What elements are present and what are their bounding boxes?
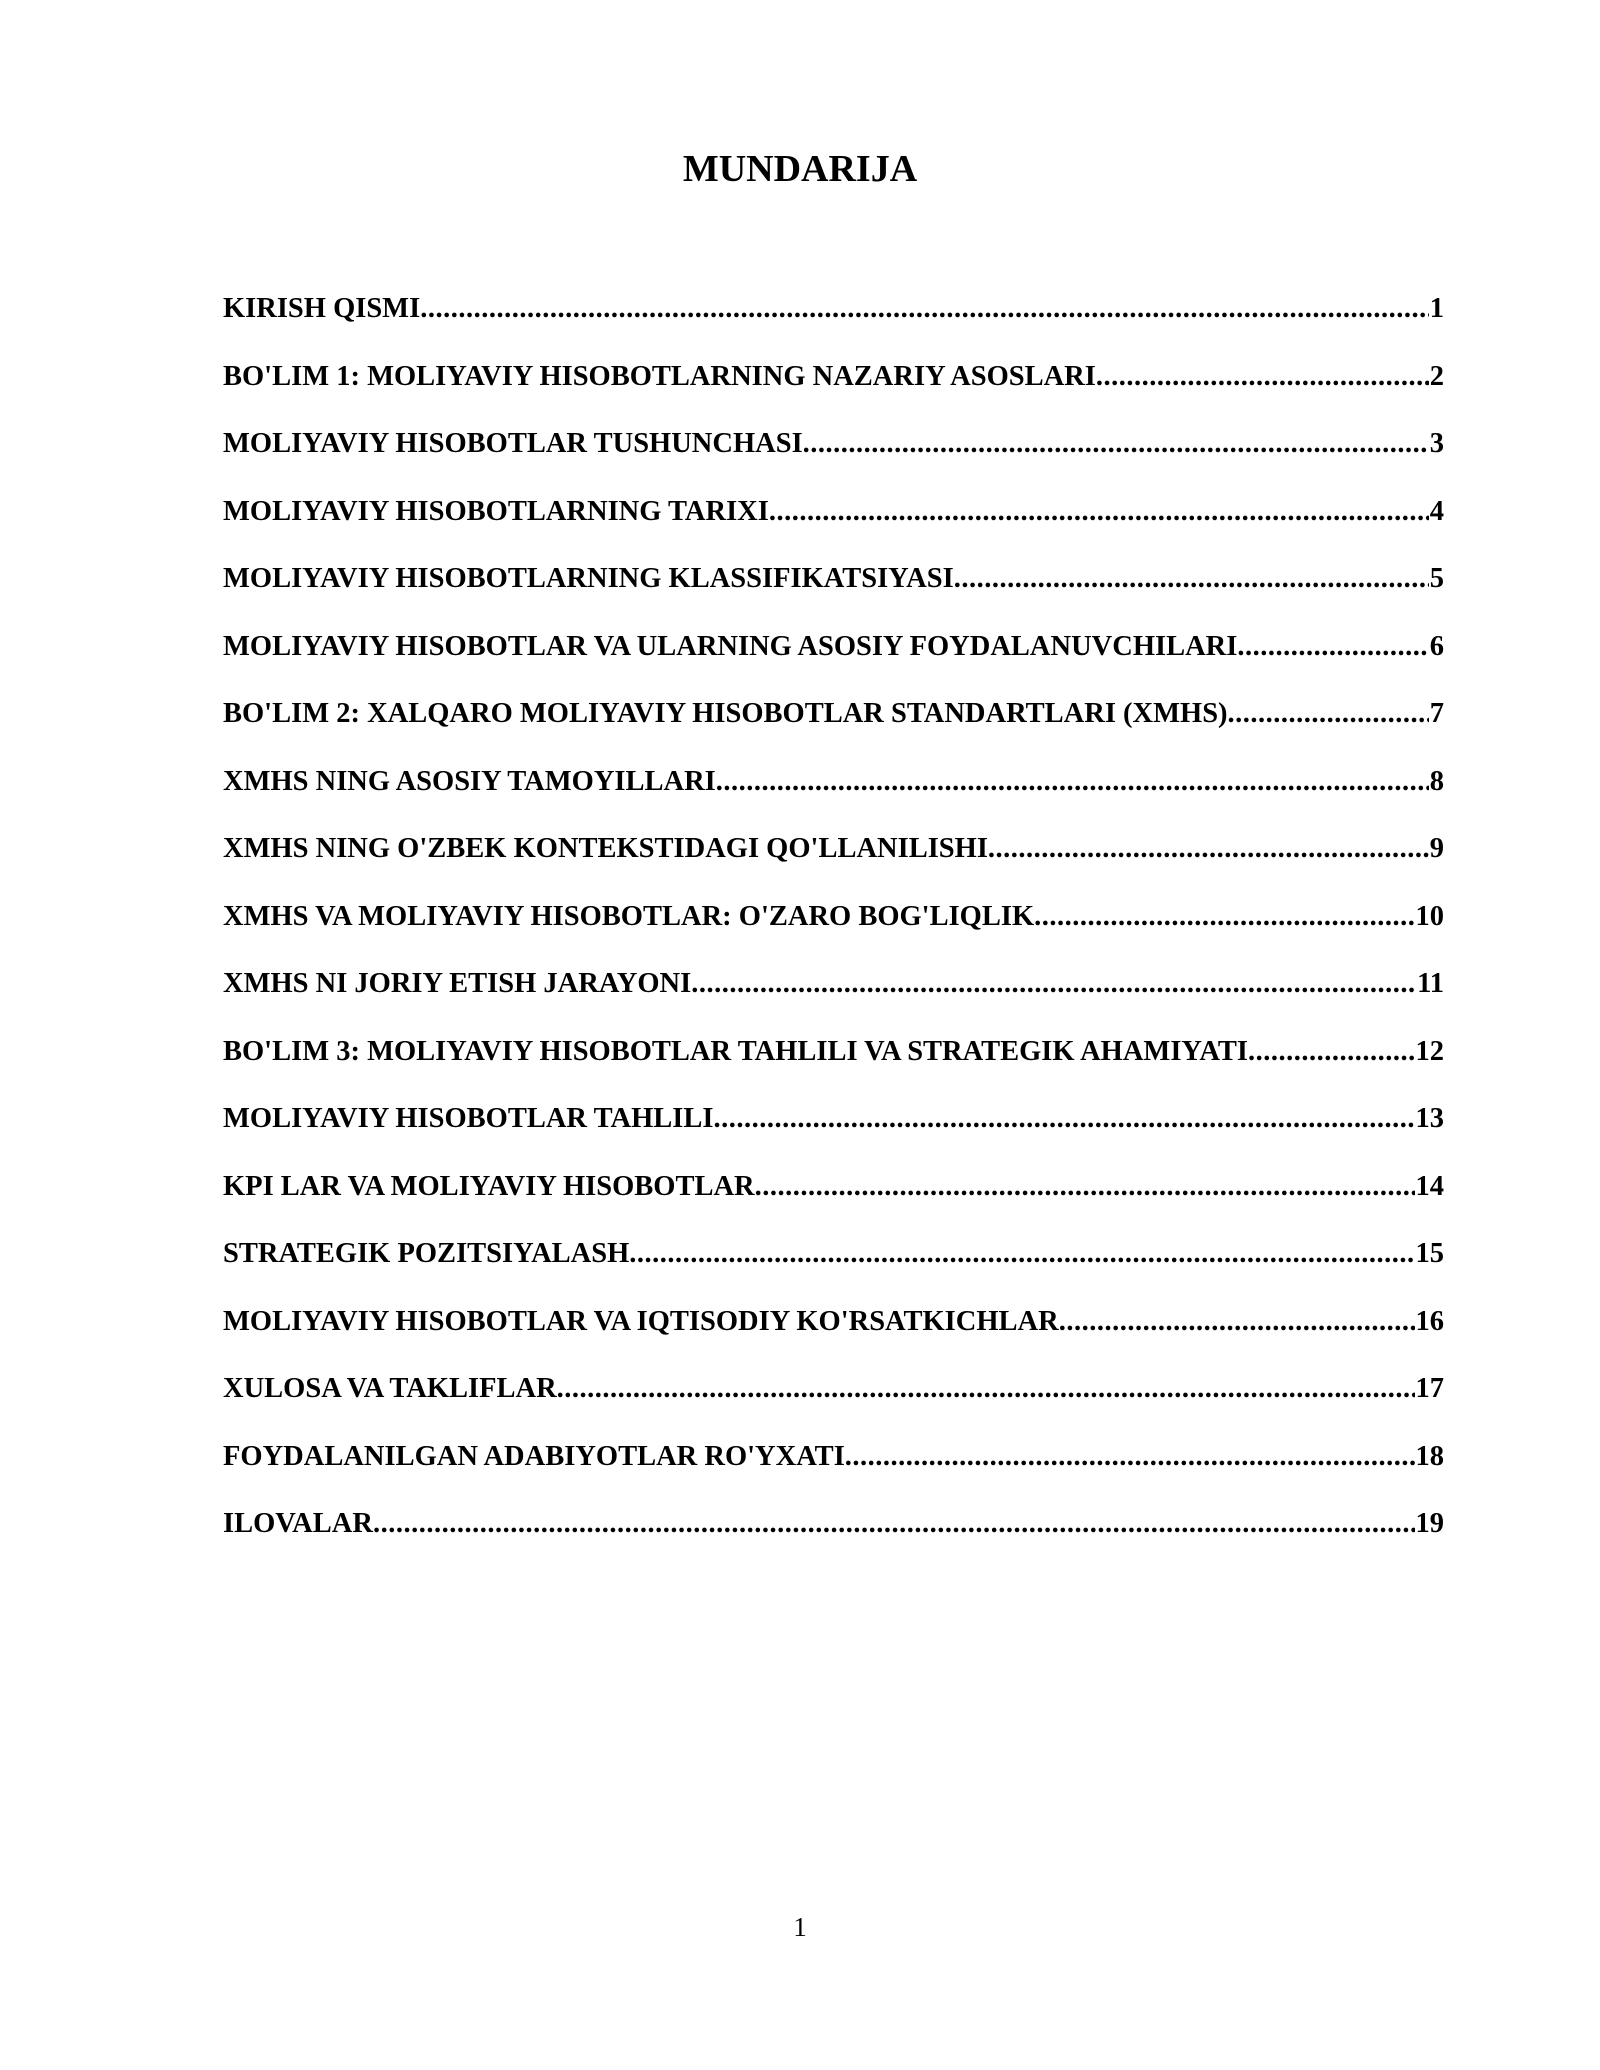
toc-dot-leader bbox=[1059, 1303, 1415, 1341]
toc-entry[interactable] bbox=[223, 763, 1444, 831]
toc-entry-label: XMHS VA MOLIYAVIY HISOBOTLAR: O'ZARO BOG'LIQLIK bbox=[223, 900, 1035, 932]
toc-dot-leader bbox=[988, 830, 1429, 868]
toc-entry-label: XMHS NING O'ZBEK KONTEKSTIDAGI QO'LLANILISHI bbox=[223, 833, 988, 864]
toc-entry[interactable] bbox=[223, 1168, 1444, 1236]
toc-entry-page-number: 8 bbox=[1429, 765, 1444, 797]
toc-entry-page-number: 12 bbox=[1415, 1035, 1444, 1067]
toc-entry-page-number: 2 bbox=[1429, 360, 1444, 392]
toc-entry[interactable] bbox=[223, 1438, 1444, 1506]
document-title: MUNDARIJA bbox=[682, 148, 918, 190]
page-number: 1 bbox=[793, 1912, 807, 1942]
toc-entry-label: FOYDALANILGAN ADABIYOTLAR RO'YXATI bbox=[223, 1440, 845, 1472]
toc-dot-leader bbox=[557, 1370, 1415, 1408]
toc-entry-page-number: 11 bbox=[1417, 968, 1444, 999]
toc-entry-label: ILOVALAR bbox=[223, 1508, 373, 1539]
toc-entry-page-number: 13 bbox=[1415, 1103, 1444, 1134]
toc-entry-label: MOLIYAVIY HISOBOTLAR TUSHUNCHASI bbox=[223, 428, 803, 459]
toc-entry-page-number: 10 bbox=[1415, 900, 1444, 932]
toc-entry-label: STRATEGIK POZITSIYALASH bbox=[223, 1238, 630, 1269]
toc-entry-label: XMHS NI JORIY ETISH JARAYONI bbox=[223, 968, 692, 999]
toc-entry-page-number: 17 bbox=[1415, 1373, 1444, 1404]
toc-entry-page-number: 16 bbox=[1415, 1305, 1444, 1337]
toc-entry-page-number: 6 bbox=[1429, 630, 1444, 662]
toc-entry-label: KIRISH QISMI bbox=[223, 293, 421, 324]
toc-entry-label: MOLIYAVIY HISOBOTLARNING TARIXI bbox=[223, 495, 769, 527]
toc-dot-leader bbox=[373, 1505, 1415, 1543]
toc-entry-page-number: 9 bbox=[1429, 833, 1444, 864]
toc-dot-leader bbox=[1096, 358, 1429, 396]
toc-dot-leader bbox=[954, 560, 1429, 598]
toc-entry-page-number: 19 bbox=[1415, 1508, 1444, 1539]
toc-entry[interactable] bbox=[223, 965, 1444, 1033]
toc-entry-label: KPI LAR VA MOLIYAVIY HISOBOTLAR bbox=[223, 1170, 755, 1202]
toc-dot-leader bbox=[769, 493, 1429, 531]
toc-entry[interactable] bbox=[223, 628, 1444, 696]
toc-entry-label: MOLIYAVIY HISOBOTLAR VA IQTISODIY KO'RSATKICHLAR bbox=[223, 1305, 1059, 1337]
toc-entry[interactable] bbox=[223, 425, 1444, 493]
toc-entry-label: MOLIYAVIY HISOBOTLAR TAHLILI bbox=[223, 1103, 714, 1134]
toc-dot-leader bbox=[803, 425, 1429, 463]
toc-entry-label: BO'LIM 2: XALQARO MOLIYAVIY HISOBOTLAR STANDARTLARI (XMHS) bbox=[223, 698, 1228, 729]
toc-entry[interactable] bbox=[223, 1303, 1444, 1371]
toc-dot-leader bbox=[755, 1168, 1415, 1206]
toc-dot-leader bbox=[629, 1235, 1414, 1273]
toc-entry-label: BO'LIM 3: MOLIYAVIY HISOBOTLAR TAHLILI VA STRATEGIK AHAMIYATI bbox=[223, 1035, 1248, 1067]
toc-entry[interactable] bbox=[223, 1370, 1444, 1438]
toc-dot-leader bbox=[1228, 695, 1429, 733]
toc-entry[interactable] bbox=[223, 1033, 1444, 1101]
toc-dot-leader bbox=[713, 1100, 1414, 1138]
toc-entry[interactable] bbox=[223, 898, 1444, 966]
toc-entry[interactable] bbox=[223, 695, 1444, 763]
toc-entry[interactable] bbox=[223, 493, 1444, 561]
toc-entry-page-number: 18 bbox=[1415, 1440, 1444, 1472]
toc-entry-page-number: 7 bbox=[1429, 698, 1444, 729]
toc-entry[interactable] bbox=[223, 290, 1444, 358]
toc-dot-leader bbox=[1237, 628, 1428, 666]
toc-entry-label: MOLIYAVIY HISOBOTLAR VA ULARNING ASOSIY FOYDALANUVCHILARI bbox=[223, 630, 1238, 662]
toc-entry[interactable] bbox=[223, 1100, 1444, 1168]
toc-entry[interactable] bbox=[223, 560, 1444, 628]
toc-entry-page-number: 1 bbox=[1429, 293, 1444, 324]
toc-entry-label: XMHS NING ASOSIY TAMOYILLARI bbox=[223, 765, 716, 797]
toc-entry[interactable] bbox=[223, 358, 1444, 426]
toc-entry-label: MOLIYAVIY HISOBOTLARNING KLASSIFIKATSIYASI bbox=[223, 563, 954, 594]
toc-entry-page-number: 3 bbox=[1429, 428, 1444, 459]
toc-entry-label: BO'LIM 1: MOLIYAVIY HISOBOTLARNING NAZARIY ASOSLARI bbox=[223, 360, 1096, 392]
toc-dot-leader bbox=[716, 763, 1429, 801]
toc-entry[interactable] bbox=[223, 830, 1444, 898]
toc-entry[interactable] bbox=[223, 1505, 1444, 1573]
toc-dot-leader bbox=[420, 290, 1429, 328]
toc-dot-leader bbox=[1034, 898, 1414, 936]
table-of-contents bbox=[223, 290, 1444, 1573]
toc-entry-page-number: 4 bbox=[1429, 495, 1444, 527]
toc-entry-page-number: 15 bbox=[1415, 1238, 1444, 1269]
toc-entry-page-number: 14 bbox=[1415, 1170, 1444, 1202]
toc-dot-leader bbox=[691, 965, 1416, 1003]
toc-entry[interactable] bbox=[223, 1235, 1444, 1303]
toc-dot-leader bbox=[845, 1438, 1415, 1476]
toc-dot-leader bbox=[1248, 1033, 1415, 1071]
toc-entry-page-number: 5 bbox=[1429, 563, 1444, 594]
toc-entry-label: XULOSA VA TAKLIFLAR bbox=[223, 1373, 557, 1404]
